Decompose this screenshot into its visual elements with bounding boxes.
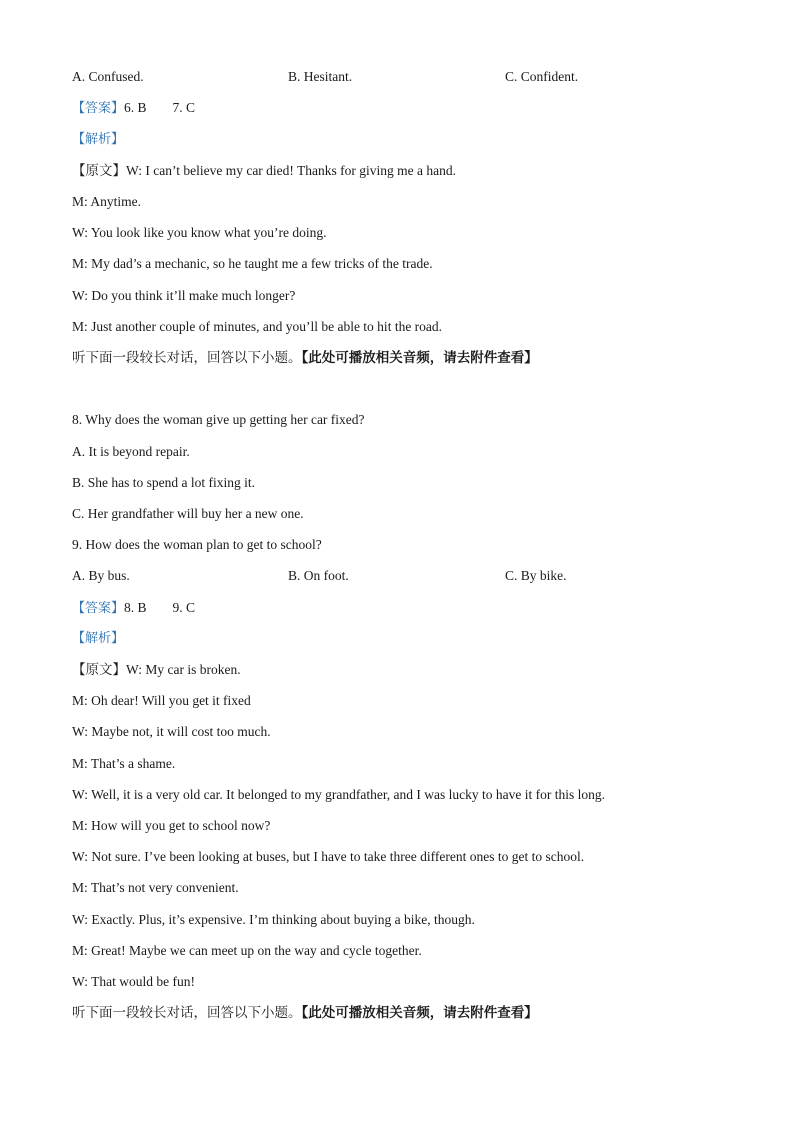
original-label: 【原文】 <box>72 662 126 678</box>
audio-note: 【此处可播放相关音频，请去附件查看】 <box>301 350 538 366</box>
audio-note: 【此处可播放相关音频，请去附件查看】 <box>301 1005 538 1021</box>
transcript-line: W: Not sure. I’ve been looking at buses, but I have to take three different ones to get to school. <box>72 849 585 864</box>
transcript-line: W: Do you think it’ll make much longer? <box>72 288 296 303</box>
transcript-line: W: You look like you know what you’re doing. <box>72 225 327 240</box>
instruction-line-2 <box>72 1004 538 1022</box>
analysis-label: 【解析】 <box>72 132 125 147</box>
instruction-text: 听下面一段较长对话，回答以下小题。 <box>72 1005 302 1021</box>
answer-9: 9. C <box>172 600 196 615</box>
answer-6: 6. B <box>124 100 147 115</box>
instruction-text: 听下面一段较长对话，回答以下小题。 <box>72 350 302 366</box>
q8-option-c: C. Her grandfather will buy her a new one. <box>72 506 304 521</box>
answer-label: 【答案】 <box>72 101 125 116</box>
q7-option-c: C. Confident. <box>505 69 579 84</box>
transcript-text: W: My car is broken. <box>126 662 241 677</box>
transcript-line: W: Well, it is a very old car. It belonged to my grandfather, and I was lucky to have it for this long. <box>72 787 605 802</box>
q9-question: 9. How does the woman plan to get to school? <box>72 537 322 552</box>
answer-label: 【答案】 <box>72 601 125 616</box>
answer-8: 8. B <box>124 600 147 615</box>
transcript-line: M: My dad’s a mechanic, so he taught me a few tricks of the trade. <box>72 256 433 271</box>
answer-7: 7. C <box>172 100 196 115</box>
transcript-line: M: Anytime. <box>72 194 142 209</box>
answer-line-2 <box>72 599 195 618</box>
transcript-line: M: Just another couple of minutes, and you’ll be able to hit the road. <box>72 319 443 334</box>
transcript-line: W: That would be fun! <box>72 974 195 989</box>
instruction-line-1 <box>72 349 538 367</box>
transcript-line: M: Great! Maybe we can meet up on the way and cycle together. <box>72 943 422 958</box>
transcript-line: M: That’s a shame. <box>72 756 176 771</box>
original-label: 【原文】 <box>72 163 126 179</box>
analysis-label: 【解析】 <box>72 631 125 646</box>
analysis-heading-2 <box>72 629 124 648</box>
q8-option-b: B. She has to spend a lot fixing it. <box>72 475 255 490</box>
transcript-line-first <box>72 661 241 679</box>
q8-question: 8. Why does the woman give up getting her car fixed? <box>72 412 365 427</box>
analysis-heading-1 <box>72 130 124 149</box>
q7-option-b: B. Hesitant. <box>288 69 353 84</box>
q9-option-c: C. By bike. <box>505 568 567 583</box>
answer-line-1 <box>72 99 195 118</box>
transcript-line: W: Maybe not, it will cost too much. <box>72 724 271 739</box>
transcript-line-first <box>72 162 456 180</box>
transcript-line: M: That’s not very convenient. <box>72 880 239 895</box>
q8-option-a: A. It is beyond repair. <box>72 444 190 459</box>
q7-option-a: A. Confused. <box>72 69 144 84</box>
q9-option-a: A. By bus. <box>72 568 130 583</box>
transcript-text: W: I can’t believe my car died! Thanks for giving me a hand. <box>126 163 457 178</box>
transcript-line: M: Oh dear! Will you get it fixed <box>72 693 251 708</box>
transcript-line: W: Exactly. Plus, it’s expensive. I’m thinking about buying a bike, though. <box>72 912 475 927</box>
transcript-line: M: How will you get to school now? <box>72 818 271 833</box>
q9-option-b: B. On foot. <box>288 568 349 583</box>
